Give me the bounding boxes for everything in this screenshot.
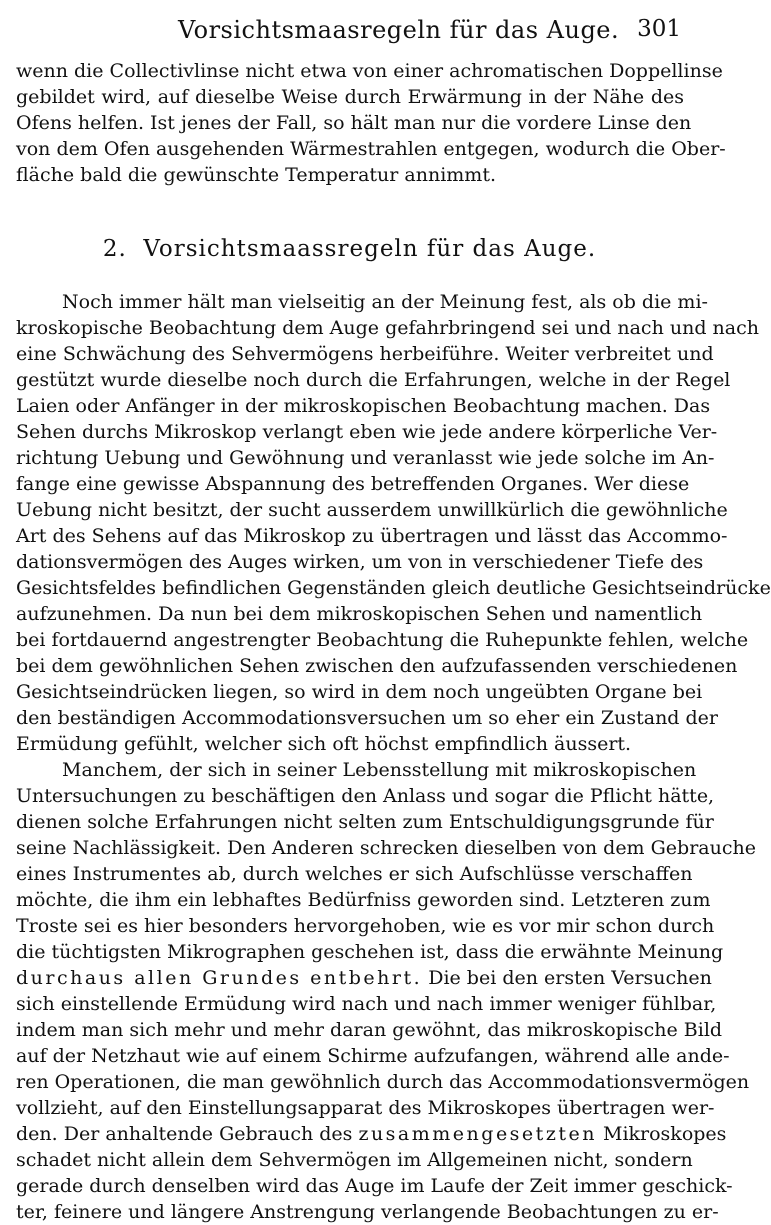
text-line: auf der Netzhaut wie auf einem Schirme aufzufangen, während alle ande- [16,1045,730,1067]
text-line: möchte, die ihm ein lebhaftes Bedürfniss geworden sind. Letzteren zum [16,889,711,911]
text-line: gestützt wurde dieselbe noch durch die Erfahrungen, welche in der Regel [16,369,731,391]
text-line: schadet nicht allein dem Sehvermögen im Allgemeinen nicht, sondern [16,1149,693,1171]
text-line: Manchem, der sich in seiner Lebensstellung mit mikroskopischen [62,759,697,781]
text-line: fange eine gewisse Abspannung des betreffenden Organes. Wer diese [16,473,690,495]
text-line: Gesichtseindrücken liegen, so wird in dem noch ungeübten Organe bei [16,681,703,703]
section-number: 2. [102,236,127,262]
text-line: bei dem gewöhnlichen Sehen zwischen den aufzufassenden verschiedenen [16,655,738,677]
text-line: fläche bald die gewünschte Temperatur annimmt. [16,164,497,186]
text-line [16,1121,727,1147]
text-line: Troste sei es hier besonders hervorgehoben, wie es vor mir schon durch [16,915,715,937]
text-line: Gesichtsfeldes befindlichen Gegenständen gleich deutliche Gesichtseindrücke [16,577,771,599]
text-line: bei fortdauernd angestrengter Beobachtung die Ruhepunkte fehlen, welche [16,629,749,651]
text-line: Art des Sehens auf das Mikroskop zu übertragen und lässt das Accommo- [16,525,728,547]
text-line: Untersuchungen zu beschäftigen den Anlass und sogar die Pflicht hätte, [16,785,715,807]
text-line: ren Operationen, die man gewöhnlich durch das Accommodationsvermögen [16,1071,750,1093]
text-line: Sehen durchs Mikroskop verlangt eben wie jede andere körperliche Ver- [16,421,718,443]
text-line: ter, feinere und längere Anstrengung verlangende Beobachtungen zu er- [16,1201,719,1223]
text-line: Laien oder Anfänger in der mikroskopischen Beobachtung machen. Das [16,395,711,417]
emphasized-text: durchaus allen Grundes entbehrt. [16,967,423,989]
text-line: eine Schwächung des Sehvermögens herbeiführe. Weiter verbreitet und [16,343,714,365]
text-line: Noch immer hält man vielseitig an der Meinung fest, als ob die mi- [62,291,708,313]
emphasized-text: zusammengesetzten [358,1123,597,1145]
text-line: gebildet wird, auf dieselbe Weise durch Erwärmung in der Nähe des [16,86,684,108]
text-line [16,965,712,991]
text-line: richtung Uebung und Gewöhnung und veranlasst wie jede solche im An- [16,447,715,469]
text-line: die tüchtigsten Mikrographen geschehen ist, dass die erwähnte Meinung [16,941,724,963]
text-span: Mikroskopes [596,1123,727,1145]
text-line: von dem Ofen ausgehenden Wärmestrahlen entgegen, wodurch die Ober- [16,138,726,160]
text-line: vollzieht, auf den Einstellungsapparat des Mikroskopes übertragen wer- [16,1097,715,1119]
text-line: eines Instrumentes ab, durch welches er sich Aufschlüsse verschaffen [16,863,693,885]
text-line: gerade durch denselben wird das Auge im Laufe der Zeit immer geschick- [16,1175,733,1197]
text-line: Uebung nicht besitzt, der sucht ausserdem unwillkürlich die gewöhnliche [16,499,728,521]
running-head: Vorsichtsmaasregeln für das Auge. [178,16,620,44]
text-line: Ermüdung gefühlt, welcher sich oft höchst empfindlich äussert. [16,733,632,755]
text-line: Ofens helfen. Ist jenes der Fall, so hält man nur die vordere Linse den [16,112,692,134]
page-header [0,10,699,50]
text-span: Die bei den ersten Versuchen [422,967,712,989]
text-line: dienen solche Erfahrungen nicht selten zum Entschuldigungsgrunde für [16,811,714,833]
text-line: den beständigen Accommodationsversuchen um so eher ein Zustand der [16,707,718,729]
text-line: indem man sich mehr und mehr daran gewöhnt, das mikroskopische Bild [16,1019,723,1041]
section-heading [0,236,699,262]
text-line: wenn die Collectivlinse nicht etwa von einer achromatischen Doppellinse [16,60,723,82]
text-line: kroskopische Beobachtung dem Auge gefahrbringend sei und nach und nach [16,317,759,339]
text-line: seine Nachlässigkeit. Den Anderen schrecken dieselben von dem Gebrauche [16,837,756,859]
text-line: dationsvermögen des Auges wirken, um von in verschiedener Tiefe des [16,551,704,573]
text-line: sich einstellende Ermüdung wird nach und nach immer weniger fühlbar, [16,993,717,1015]
section-title: Vorsichtsmaassregeln für das Auge. [143,236,597,262]
text-line: aufzunehmen. Da nun bei dem mikroskopischen Sehen und namentlich [16,603,703,625]
text-span: den. Der anhaltende Gebrauch des [16,1123,359,1145]
page-number: 301 [637,16,681,42]
